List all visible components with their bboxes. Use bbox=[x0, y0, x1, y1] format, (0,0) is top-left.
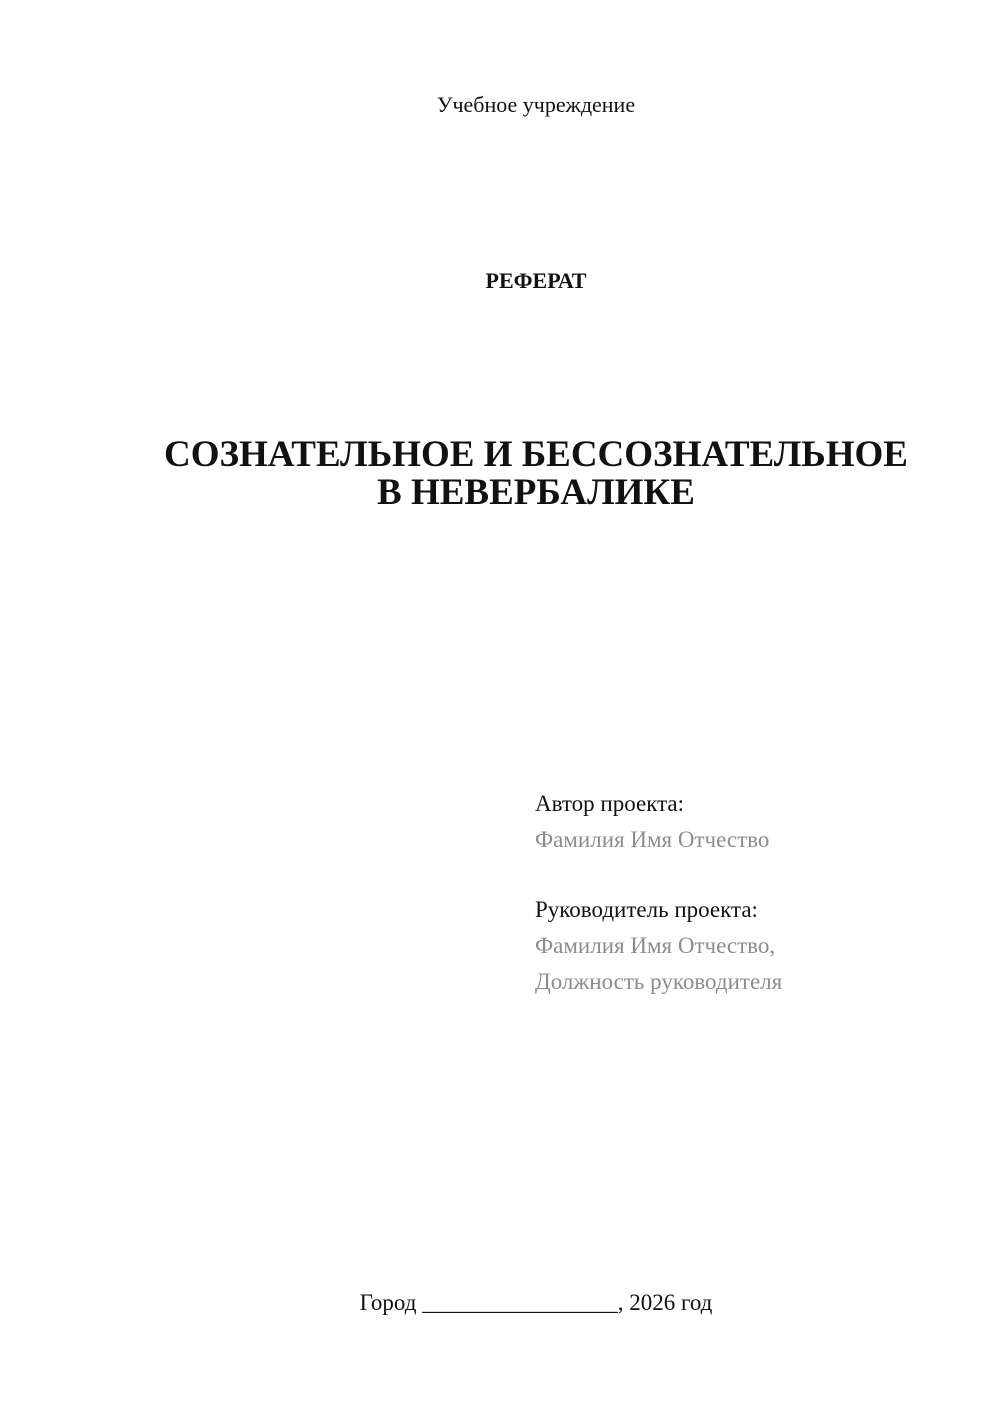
institution-name: Учебное учреждение bbox=[436, 92, 636, 117]
supervisor-name-placeholder: Фамилия Имя Отчество, bbox=[535, 933, 776, 958]
title-line-2: В НЕВЕРБАЛИКЕ bbox=[377, 472, 695, 513]
spacer bbox=[535, 858, 975, 892]
supervisor-label: Руководитель проекта: bbox=[535, 897, 758, 922]
document-title bbox=[0, 436, 1000, 512]
supervisor-position-placeholder: Должность руководителя bbox=[535, 969, 783, 994]
document-type: РЕФЕРАТ bbox=[485, 268, 587, 293]
city-year-line: Город _________________, 2026 год bbox=[359, 1290, 713, 1315]
author-name-placeholder: Фамилия Имя Отчество bbox=[535, 827, 770, 852]
author-label: Автор проекта: bbox=[535, 791, 684, 816]
title-line-1: СОЗНАТЕЛЬНОЕ И БЕССОЗНАТЕЛЬНОЕ bbox=[164, 434, 908, 475]
project-people-block bbox=[535, 786, 975, 1000]
